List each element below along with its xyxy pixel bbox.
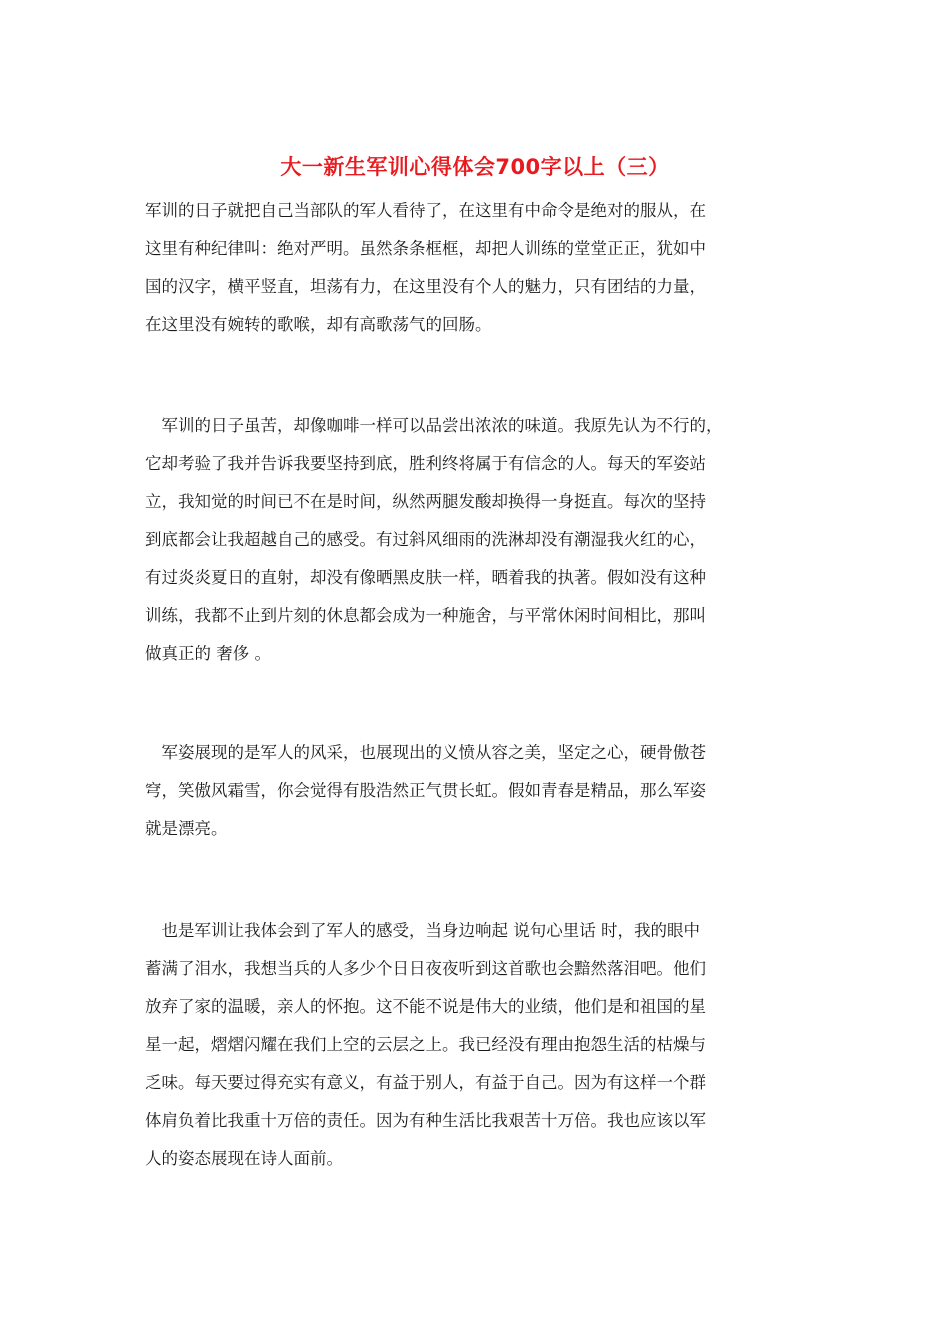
paragraph-3 [145,734,817,848]
paragraph-line: 放弃了家的温暖，亲人的怀抱。这不能不说是伟大的业绩，他们是和祖国的星 [145,997,706,1016]
paragraph-line: 训练，我都不止到片刻的休息都会成为一种施舍，与平常休闲时间相比，那叫 [145,606,706,625]
paragraph-2 [145,407,817,673]
paragraph-line: 国的汉字，横平竖直，坦荡有力，在这里没有个人的魅力，只有团结的力量， [145,277,706,296]
paragraph-line: 有过炎炎夏日的直射，却没有像晒黑皮肤一样，晒着我的执著。假如没有这种 [145,568,706,587]
paragraph-line: 军训的日子虽苦，却像咖啡一样可以品尝出浓浓的味道。我原先认为不行的， [145,416,723,435]
paragraph-line: 就是漂亮。 [145,819,228,838]
paragraph-1 [145,192,817,344]
paragraph-line: 这里有种纪律叫：绝对严明。虽然条条框框，却把人训练的堂堂正正，犹如中 [145,239,706,258]
paragraph-line: 穹，笑傲风霜雪，你会觉得有股浩然正气贯长虹。假如青春是精品，那么军姿 [145,781,706,800]
paragraph-line: 也是军训让我体会到了军人的感受，当身边响起 说句心里话 时，我的眼中 [145,921,700,940]
paragraph-line: 军姿展现的是军人的风采，也展现出的义愤从容之美，坚定之心，硬骨傲苍 [145,743,706,762]
paragraph-line: 做真正的 奢侈 。 [145,644,271,663]
paragraph-line: 人的姿态展现在诗人面前。 [145,1149,343,1168]
paragraph-line: 到底都会让我超越自己的感受。有过斜风细雨的洗淋却没有潮湿我火红的心， [145,530,706,549]
paragraph-line: 星一起，熠熠闪耀在我们上空的云层之上。我已经没有理由抱怨生活的枯燥与 [145,1035,706,1054]
paragraph-line: 乏味。每天要过得充实有意义，有益于别人，有益于自己。因为有这样一个群 [145,1073,706,1092]
document-title: 大一新生军训心得体会700字以上（三） [280,155,670,179]
paragraph-line: 军训的日子就把自己当部队的军人看待了，在这里有中命令是绝对的服从，在 [145,201,706,220]
paragraph-line: 体肩负着比我重十万倍的责任。因为有种生活比我艰苦十万倍。我也应该以军 [145,1111,706,1130]
paragraph-line: 立，我知觉的时间已不在是时间，纵然两腿发酸却换得一身挺直。每次的坚持 [145,492,706,511]
paragraph-4 [145,912,817,1178]
paragraph-line: 在这里没有婉转的歌喉，却有高歌荡气的回肠。 [145,315,492,334]
paragraph-line: 它却考验了我并告诉我要坚持到底，胜利终将属于有信念的人。每天的军姿站 [145,454,706,473]
paragraph-line: 蓄满了泪水，我想当兵的人多少个日日夜夜听到这首歌也会黯然落泪吧。他们 [145,959,706,978]
